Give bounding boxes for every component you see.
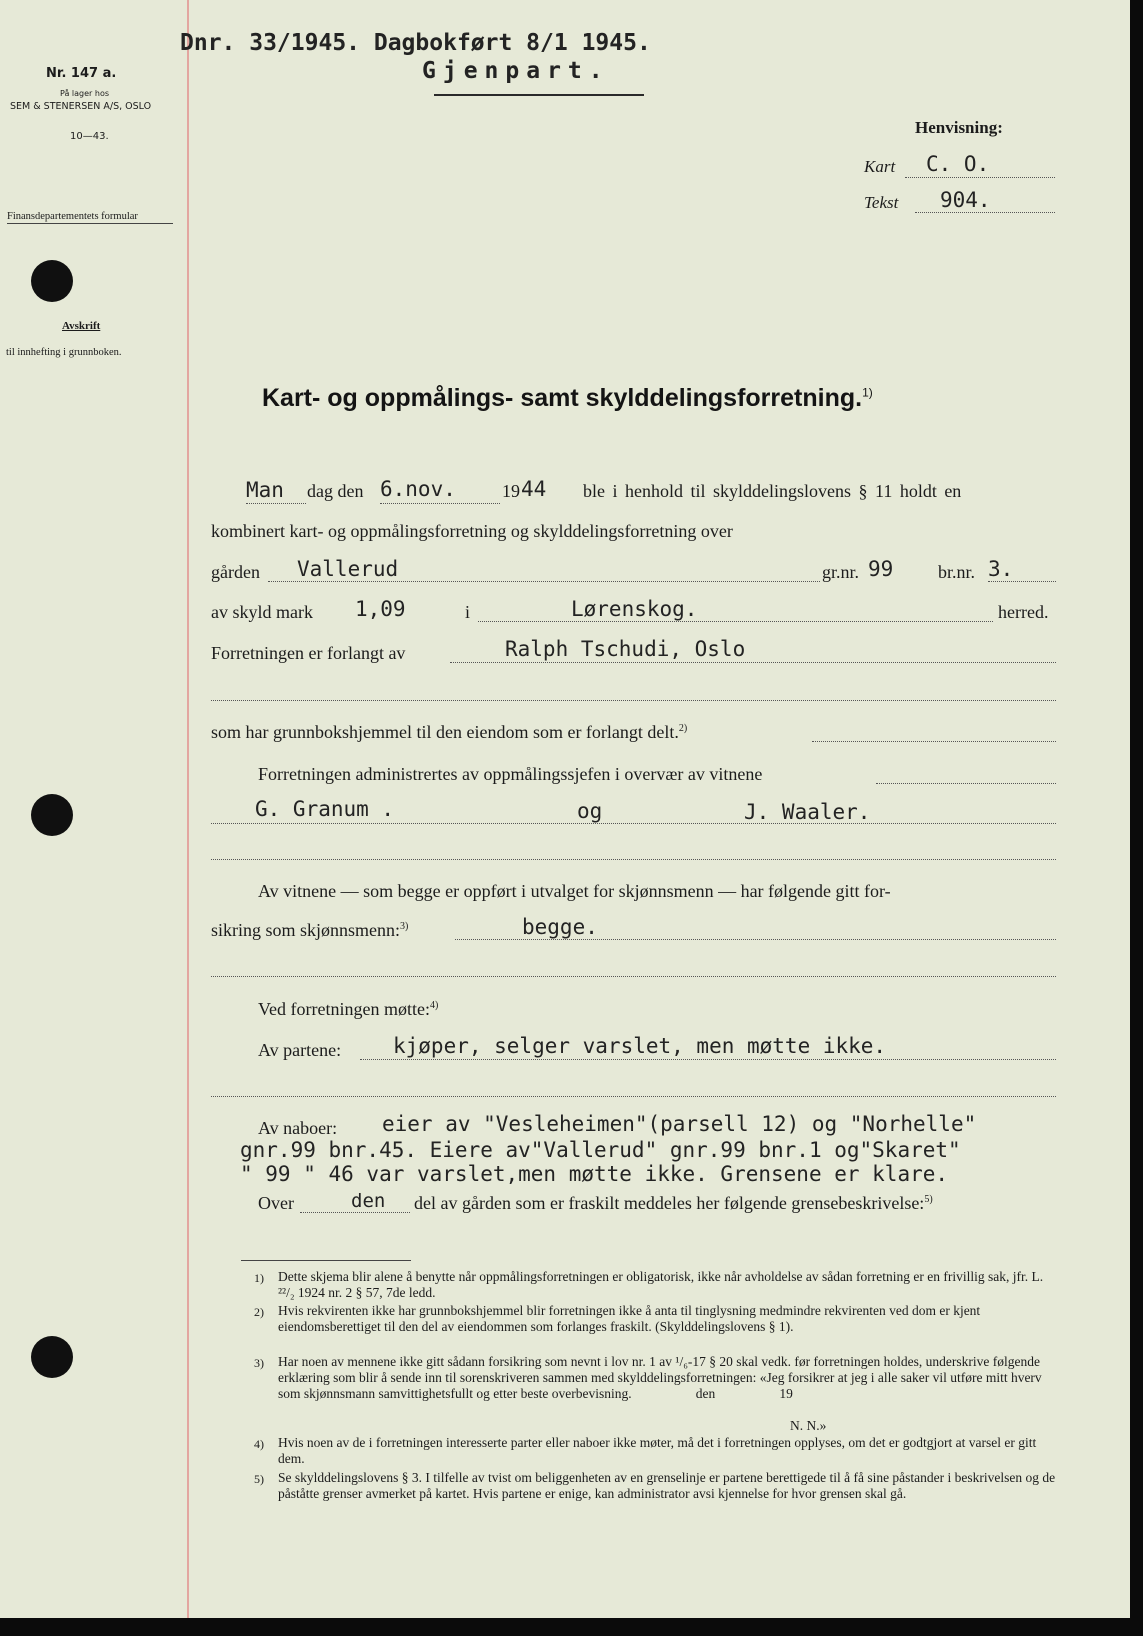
witness-2-value: J. Waaler. (744, 800, 871, 824)
bnr-value: 3. (988, 557, 1014, 581)
avskrift-note: til innhefting i grunnboken. (6, 347, 122, 358)
fill-line (268, 581, 820, 582)
title-footnote-ref: 1) (862, 385, 873, 400)
footnote-5-text: Se skylddelingslovens § 3. I tilfelle av tvist om beliggenheten av en grenselinje er partene berettigede til å få sine påstander i beskrivelsen og de påståtte grenser avmerket på kartet. Hvis partene er enige, kan administrator avsi kjennelse for hvor grensen skal gå. (278, 1470, 1056, 1501)
line7-text: Forretningen administrertes av oppmålingssjefen i overvær av vitnene (258, 764, 763, 784)
requested-by-value: Ralph Tschudi, Oslo (505, 637, 746, 661)
farm-value: Vallerud (297, 557, 399, 581)
line9-text: Av vitnene — som begge er oppført i utvalget for skjønnsmenn — har følgende gitt for- (258, 881, 891, 901)
fill-line (905, 177, 1055, 178)
fill-line (211, 823, 1056, 824)
weekday-value: Man (246, 478, 284, 502)
footnote-2-number: 2) (254, 1305, 264, 1319)
appraisers-value: begge. (522, 915, 598, 939)
line16-text (414, 1193, 933, 1214)
fill-line (246, 503, 306, 504)
reference-label: Henvisning: (915, 118, 1003, 137)
line6-body: som har grunnbokshjemmel til den eiendom som er forlangt delt. (211, 722, 679, 742)
footnote-3-text: Har noen av mennene ikke gitt sådann forsikring som nevnt i lov nr. 1 av ¹/₆-17 § 20 skal vedk. før forretningen holdes, underskrive følgende erklæring som blir å sende inn til sorenskriveren sammen med skylddelingsforretningen: «Jeg forsikrer at jeg i alle saker vil utføre mitt hverv som skjønnsmann samvittighetsfullt og etter beste overbevisning. den 19 (278, 1354, 1046, 1401)
requested-by-label: Forretningen er forlangt av (211, 643, 406, 663)
fill-line (360, 1059, 1056, 1060)
publisher-line2: SEM & STENERSEN A/S, OSLO (10, 101, 152, 112)
fill-line (478, 621, 993, 622)
text-label: Tekst (864, 193, 899, 212)
gnr-label: gr.nr. (822, 562, 860, 582)
fill-line (455, 939, 1056, 940)
print-date: 10—43. (70, 131, 109, 142)
footnote-rule (241, 1260, 411, 1261)
district-label: herred. (998, 602, 1049, 622)
fill-line (876, 783, 1056, 784)
fill-line (211, 1096, 1056, 1097)
map-label: Kart (864, 157, 896, 176)
footnote-3-number: 3) (254, 1356, 264, 1370)
witness-and: og (577, 799, 603, 823)
margin-divider (7, 223, 173, 224)
avskrift-label: Avskrift (62, 320, 101, 332)
punch-hole (31, 1336, 73, 1378)
form-number: Nr. 147 a. (46, 66, 117, 81)
footnote-4-number: 4) (254, 1437, 264, 1451)
copy-underline (434, 94, 644, 96)
footnote-5-number: 5) (254, 1472, 264, 1486)
fill-line (450, 662, 1056, 663)
fill-line (211, 976, 1056, 977)
publisher-line1: På lager hos (60, 89, 109, 98)
parties-label: Av partene: (258, 1040, 342, 1060)
bnr-label: br.nr. (938, 562, 976, 582)
line2-text: kombinert kart- og oppmålingsforretning og skylddelingsforretning over (211, 521, 733, 541)
line1-century: 19 (502, 481, 520, 501)
text-value: 904. (940, 188, 991, 212)
line6-text (211, 722, 687, 743)
margin-rule (187, 0, 189, 1618)
line1-dag-den: dag den (307, 481, 364, 501)
year-value: 44 (521, 477, 547, 501)
municipality-value: Lørenskog. (571, 597, 698, 621)
line11-body: Ved forretningen møtte: (258, 999, 430, 1019)
map-value: C. O. (926, 152, 990, 176)
line10-body: sikring som skjønnsmenn: (211, 920, 401, 940)
line11-text (258, 999, 438, 1020)
line10-footnote-ref: 3) (400, 921, 409, 932)
neighbours-line2: gnr.99 bnr.45. Eiere av"Vallerud" gnr.99 bnr.1 og"Skaret" (240, 1138, 961, 1162)
valuation-value: 1,09 (355, 597, 406, 621)
line1-text: ble i henhold til skylddelingslovens § 11 holdt en (583, 481, 962, 501)
parties-value: kjøper, selger varslet, men møtte ikke. (393, 1034, 887, 1058)
footnote-3-signature: N. N.» (790, 1418, 827, 1433)
fill-line (812, 741, 1056, 742)
line6-footnote-ref: 2) (678, 723, 688, 734)
in-label: i (465, 602, 471, 622)
fill-line (211, 700, 1056, 701)
copy-label: Gjenpart. (422, 58, 610, 84)
registration-header: Dnr. 33/1945. Dagbokført 8/1 1945. (180, 30, 651, 56)
neighbours-value: eier av "Vesleheimen"(parsell 12) og "Norhelle" (382, 1112, 977, 1136)
ministry-form-label: Finansdepartementets formular (7, 211, 138, 222)
date-value: 6.nov. (380, 477, 456, 501)
fill-line (915, 212, 1055, 213)
fill-line (380, 503, 500, 504)
footnote-2-text: Hvis rekvirenten ikke har grunnbokshjemmel blir forretningen ikke å anta til tinglysning medmindre rekvirenten ved dom er kjent eiendomsberettiget til den del av eiendommen som forlanges fraskilt. (Skylddelingslovens § 1). (278, 1303, 981, 1334)
line10-text (211, 920, 408, 941)
line11-footnote-ref: 4) (429, 1000, 439, 1011)
fill-line (211, 859, 1056, 860)
footnote-1-number: 1) (254, 1271, 264, 1285)
line16-footnote-ref: 5) (924, 1194, 933, 1205)
gnr-value: 99 (868, 557, 894, 581)
neighbours-line3: " 99 " 46 var varslet,men møtte ikke. Grensene er klare. (240, 1162, 949, 1186)
punch-hole (31, 794, 73, 836)
witness-1-value: G. Granum . (255, 797, 395, 821)
fill-line (988, 581, 1056, 582)
over-label: Over (258, 1193, 294, 1213)
footnote-1-text: Dette skjema blir alene å benytte når oppmålingsforretningen er obligatorisk, ikke når avholdelse av sådan forretning er en frivillig sak, jfr. L. ²²/₂ 1924 nr. 2 § 57, 7de ledd. (278, 1269, 1044, 1300)
valuation-label: av skyld mark (211, 602, 313, 622)
fill-line (300, 1212, 410, 1213)
neighbours-label: Av naboer: (258, 1118, 338, 1138)
footnote-4-text: Hvis noen av de i forretningen interesserte parter eller naboer ikke møter, må det i forretningen opplyses, om det er godtgjort at varsel er gitt dem. (278, 1435, 1037, 1466)
document-title (262, 384, 873, 413)
farm-label: gården (211, 562, 260, 582)
den-value: den (351, 1190, 386, 1212)
title-text: Kart- og oppmålings- samt skylddelingsforretning. (262, 384, 863, 412)
punch-hole (31, 260, 73, 302)
line16-body: del av gården som er fraskilt meddeles her følgende grensebeskrivelse: (414, 1193, 925, 1213)
